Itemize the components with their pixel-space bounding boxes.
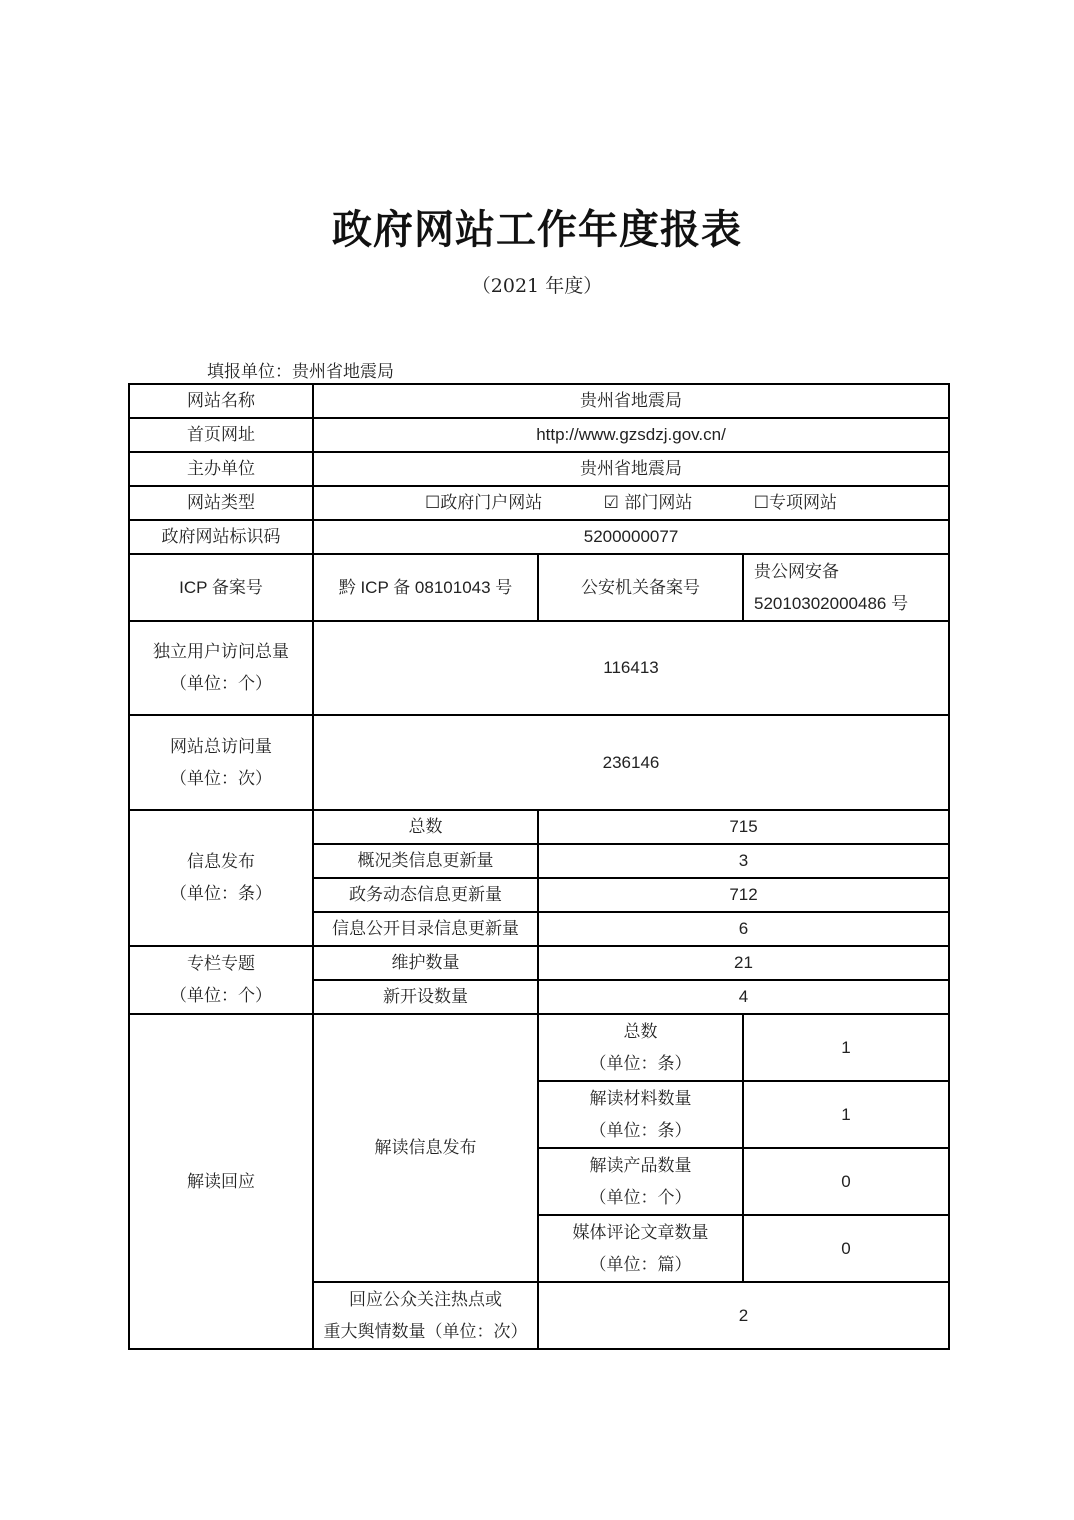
type-option-department: ☑ 部门网站 bbox=[603, 493, 693, 513]
table-row bbox=[129, 715, 949, 810]
columns-new-label: 新开设数量 bbox=[313, 980, 538, 1014]
unique-visitors-label-line-1: 独立用户访问总量 bbox=[153, 642, 289, 662]
police-record-line-2: 52010302000486 号 bbox=[754, 593, 909, 613]
info-overview-label: 概况类信息更新量 bbox=[313, 844, 538, 878]
columns-maintained-value: 21 bbox=[538, 946, 949, 980]
table-row bbox=[129, 520, 949, 554]
sponsor-label: 主办单位 bbox=[129, 452, 313, 486]
interp-products-label-line-2: （单位：个） bbox=[589, 1187, 692, 1208]
interp-materials-label-line-1: 解读材料数量 bbox=[589, 1088, 692, 1109]
interp-materials-label-line-2: （单位：条） bbox=[589, 1120, 692, 1141]
type-option-special: ☐专项网站 bbox=[753, 493, 837, 513]
interp-products-label bbox=[538, 1148, 743, 1215]
interp-media-label bbox=[538, 1215, 743, 1282]
columns-new-value: 4 bbox=[538, 980, 949, 1014]
interp-media-label-line-2: （单位：篇） bbox=[589, 1254, 692, 1275]
info-total-label: 总数 bbox=[313, 810, 538, 844]
info-catalog-value: 6 bbox=[538, 912, 949, 946]
table-row bbox=[129, 946, 949, 980]
sponsor-value: 贵州省地震局 bbox=[313, 452, 949, 486]
interp-total-label bbox=[538, 1014, 743, 1081]
page-title: 政府网站工作年度报表 bbox=[332, 206, 742, 253]
info-catalog-label: 信息公开目录信息更新量 bbox=[313, 912, 538, 946]
table-row bbox=[129, 1014, 949, 1081]
response-label-line-1: 回应公众关注热点或 bbox=[349, 1289, 502, 1310]
interp-products-value: 0 bbox=[743, 1148, 949, 1215]
info-publish-label-line-1: 信息发布 bbox=[187, 852, 255, 872]
response-value: 2 bbox=[538, 1282, 949, 1349]
info-news-value: 712 bbox=[538, 878, 949, 912]
icp-label: ICP 备案号 bbox=[129, 554, 313, 621]
table-row bbox=[129, 486, 949, 520]
info-publish-label bbox=[129, 810, 313, 946]
site-name-value: 贵州省地震局 bbox=[313, 384, 949, 418]
interp-total-label-line-2: （单位：条） bbox=[589, 1053, 692, 1074]
columns-label-line-1: 专栏专题 bbox=[187, 954, 255, 974]
interp-total-label-line-1: 总数 bbox=[623, 1021, 658, 1042]
interpretation-label: 解读回应 bbox=[129, 1014, 313, 1349]
table-row bbox=[129, 621, 949, 715]
total-visits-label-line-1: 网站总访问量 bbox=[170, 736, 272, 757]
columns-label-line-2: （单位：个） bbox=[170, 986, 272, 1006]
response-label-line-2: 重大舆情数量（单位：次） bbox=[323, 1321, 528, 1342]
interp-media-label-line-1: 媒体评论文章数量 bbox=[572, 1222, 709, 1243]
info-publish-label-line-2: （单位：条） bbox=[170, 884, 272, 904]
total-visits-label bbox=[129, 715, 313, 810]
table-row bbox=[129, 810, 949, 844]
police-record-line-1: 贵公网安备 bbox=[754, 561, 839, 581]
columns-maintained-label: 维护数量 bbox=[313, 946, 538, 980]
reporting-unit: 填报单位：贵州省地震局 bbox=[207, 362, 394, 382]
total-visits-value: 236146 bbox=[313, 715, 949, 810]
unique-visitors-value: 116413 bbox=[313, 621, 949, 715]
info-overview-value: 3 bbox=[538, 844, 949, 878]
police-record-value bbox=[743, 554, 949, 621]
report-year: （2021 年度） bbox=[471, 275, 603, 297]
type-option-portal: ☐政府门户网站 bbox=[425, 493, 543, 513]
info-news-label: 政务动态信息更新量 bbox=[313, 878, 538, 912]
interp-materials-label bbox=[538, 1081, 743, 1148]
columns-label bbox=[129, 946, 313, 1014]
unique-visitors-label bbox=[129, 621, 313, 715]
unique-visitors-label-line-2: （单位：个） bbox=[170, 674, 272, 694]
info-total-value: 715 bbox=[538, 810, 949, 844]
interpretation-publish-label: 解读信息发布 bbox=[313, 1014, 538, 1282]
site-id-label: 政府网站标识码 bbox=[129, 520, 313, 554]
icp-value: 黔 ICP 备 08101043 号 bbox=[313, 554, 538, 621]
table-row bbox=[129, 554, 949, 621]
interp-products-label-line-1: 解读产品数量 bbox=[589, 1155, 692, 1176]
response-label bbox=[313, 1282, 538, 1349]
total-visits-label-line-2: （单位：次） bbox=[170, 768, 272, 789]
interp-total-value: 1 bbox=[743, 1014, 949, 1081]
interp-media-value: 0 bbox=[743, 1215, 949, 1282]
report-table bbox=[128, 383, 950, 1350]
police-record-label: 公安机关备案号 bbox=[538, 554, 743, 621]
site-name-label: 网站名称 bbox=[129, 384, 313, 418]
interp-materials-value: 1 bbox=[743, 1081, 949, 1148]
table-row bbox=[129, 452, 949, 486]
homepage-label: 首页网址 bbox=[129, 418, 313, 452]
site-type-label: 网站类型 bbox=[129, 486, 313, 520]
table-row bbox=[129, 418, 949, 452]
table-row bbox=[129, 384, 949, 418]
site-id-value: 5200000077 bbox=[313, 520, 949, 554]
site-type-options bbox=[313, 486, 949, 520]
homepage-value: http://www.gzsdzj.gov.cn/ bbox=[313, 418, 949, 452]
